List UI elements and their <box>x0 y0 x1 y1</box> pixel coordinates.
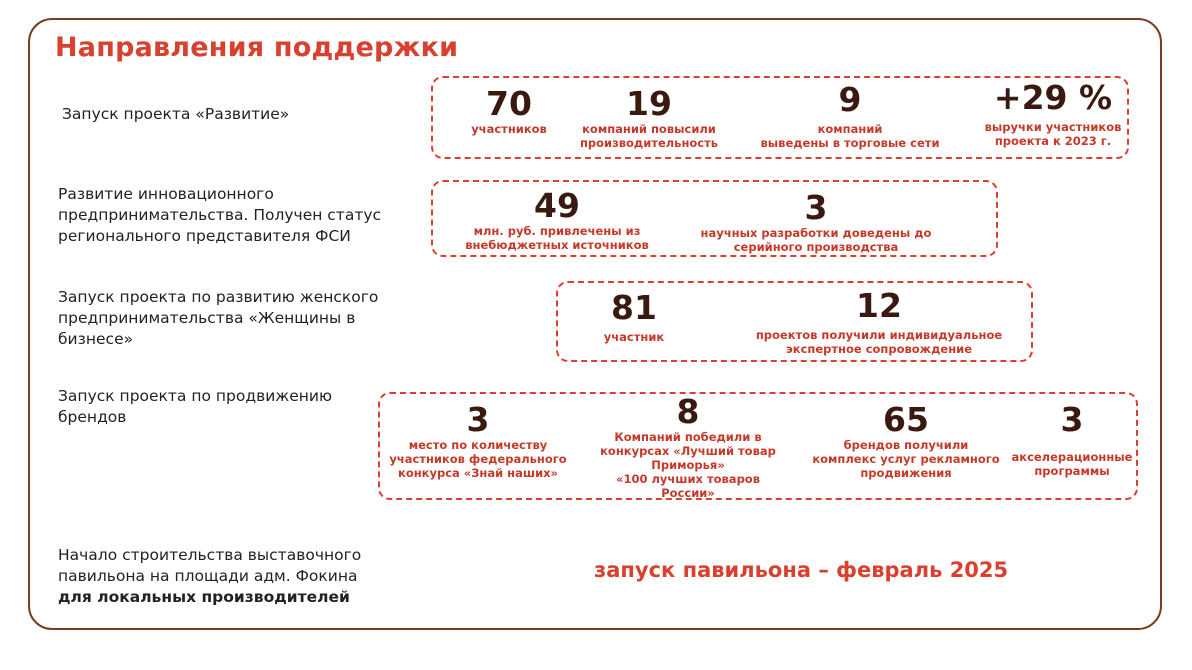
stat-caption: проектов получили индивидуальное экспертное сопровождение <box>755 328 1003 356</box>
stat-caption: выручки участников проекта к 2023 г. <box>984 120 1122 148</box>
stat-caption: участник <box>603 330 665 344</box>
stat-retail <box>755 82 945 150</box>
stat-value: +29 % <box>993 78 1113 117</box>
row-label-pavilion <box>58 545 361 608</box>
stat-value: 3 <box>1060 400 1084 439</box>
stat-value: 3 <box>804 188 828 227</box>
stat-accelerators <box>1008 402 1136 478</box>
stat-value: 81 <box>611 288 657 327</box>
stat-contest-place <box>382 402 574 480</box>
stat-value: 70 <box>486 84 532 123</box>
stat-value: 9 <box>838 80 862 119</box>
stat-developments <box>698 190 934 254</box>
stat-value: 19 <box>626 84 672 123</box>
pavilion-line1: Начало строительства выставочного <box>58 546 362 564</box>
stat-expert-support <box>737 288 1021 356</box>
stat-caption: компаний выведены в торговые сети <box>760 122 940 150</box>
row-label-razvitie: Запуск проекта «Развитие» <box>62 105 290 123</box>
stat-caption: Компаний победили в конкурсах «Лучший товар Приморья» «100 лучших товаров России» <box>600 430 776 500</box>
stat-value: 12 <box>856 286 902 325</box>
stat-value: 8 <box>676 392 700 431</box>
pavilion-line2: павильона на площади адм. Фокина <box>58 567 358 585</box>
stat-participants <box>459 86 559 136</box>
stat-caption: брендов получили комплекс услуг рекламного продвижения <box>812 438 1000 480</box>
stat-value: 49 <box>534 186 580 225</box>
pavilion-status: запуск павильона – февраль 2025 <box>594 558 1009 582</box>
stat-caption: акселерационные программы <box>1011 450 1133 478</box>
stat-caption: участников <box>471 122 547 136</box>
stat-brand-promotion <box>800 402 1012 480</box>
stat-women-participants <box>584 290 684 344</box>
row-label-women: Запуск проекта по развитию женского предпринимательства «Женщины в бизнесе» <box>58 288 379 348</box>
stat-revenue <box>968 80 1138 148</box>
stat-contest-winners <box>590 394 786 500</box>
stat-productivity <box>574 86 724 150</box>
stat-caption: место по количеству участников федерального конкурса «Знай наших» <box>389 438 567 480</box>
pavilion-line3: для локальных производителей <box>58 588 350 606</box>
stat-value: 65 <box>883 400 929 439</box>
stat-caption: млн. руб. привлечены из внебюджетных источников <box>465 224 649 252</box>
stat-funds <box>462 188 652 252</box>
row-label-innovation: Развитие инновационного предпринимательства. Получен статус регионального представителя ФСИ <box>58 185 382 245</box>
row-label-brands: Запуск проекта по продвижению брендов <box>58 387 333 426</box>
stat-caption: научных разработки доведены до серийного производства <box>700 226 932 254</box>
stat-value: 3 <box>466 400 490 439</box>
stat-caption: компаний повысили производительность <box>579 122 719 150</box>
page-title: Направления поддержки <box>55 32 459 63</box>
